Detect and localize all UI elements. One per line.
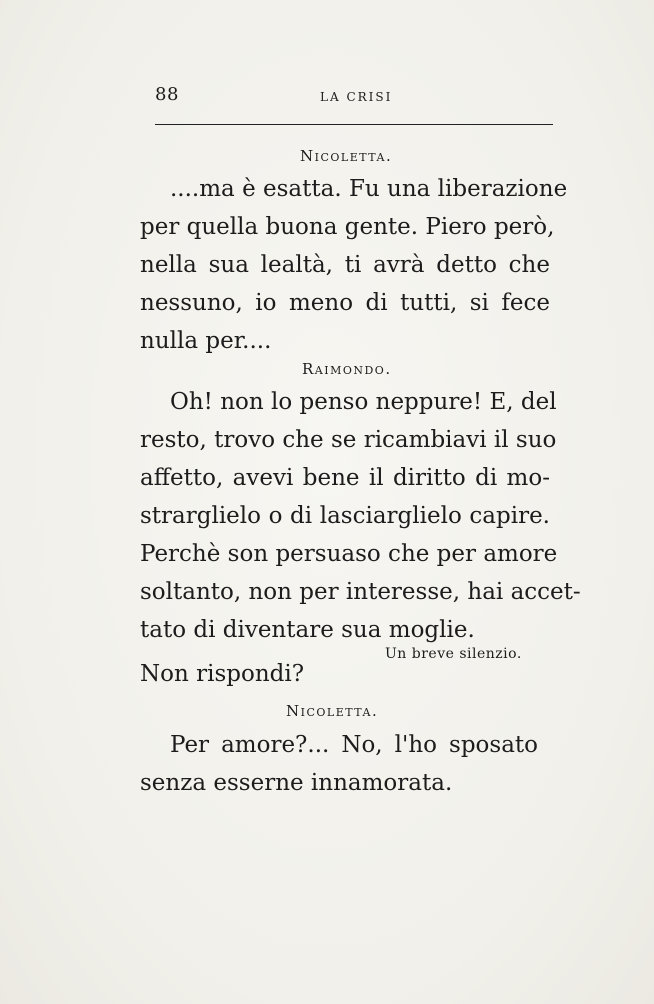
speaker-name: Raimondo. <box>302 360 392 378</box>
text-line: nessuno, io meno di tutti, si fece <box>140 290 550 316</box>
page-header <box>155 84 553 114</box>
text-line: affetto, avevi bene il diritto di mo- <box>140 465 550 491</box>
text-line: ....ma è esatta. Fu una liberazione <box>170 176 568 202</box>
text-line: resto, trovo che se ricambiavi il suo <box>140 427 557 453</box>
speaker-name: Nicoletta. <box>286 702 379 720</box>
text-line: nella sua lealtà, ti avrà detto che <box>140 252 550 278</box>
text-line: Non rispondi? <box>140 661 305 687</box>
text-line: tato di diventare sua moglie. <box>140 617 475 643</box>
header-rule <box>155 124 553 125</box>
text-line: per quella buona gente. Piero però, <box>140 214 555 240</box>
text-line: Per amore?... No, l'ho sposato <box>170 732 538 758</box>
speaker-name: Nicoletta. <box>300 147 393 165</box>
dialogue-paragraph <box>140 726 538 802</box>
dialogue-paragraph <box>140 655 550 693</box>
text-line: soltanto, non per interesse, hai accet- <box>140 579 581 605</box>
running-title: LA CRISI <box>320 90 393 104</box>
text-line: Oh! non lo penso neppure! E, del <box>170 389 557 415</box>
text-line: senza esserne innamorata. <box>140 770 453 796</box>
text-line: nulla per.... <box>140 328 272 354</box>
dialogue-paragraph <box>140 383 581 649</box>
text-line: Perchè son persuaso che per amore <box>140 541 558 567</box>
stage-direction: Un breve silenzio. <box>385 646 522 662</box>
text-line: strarglielo o di lasciarglielo capire. <box>140 503 550 529</box>
dialogue-paragraph <box>140 170 568 360</box>
page-number: 88 <box>155 84 179 105</box>
